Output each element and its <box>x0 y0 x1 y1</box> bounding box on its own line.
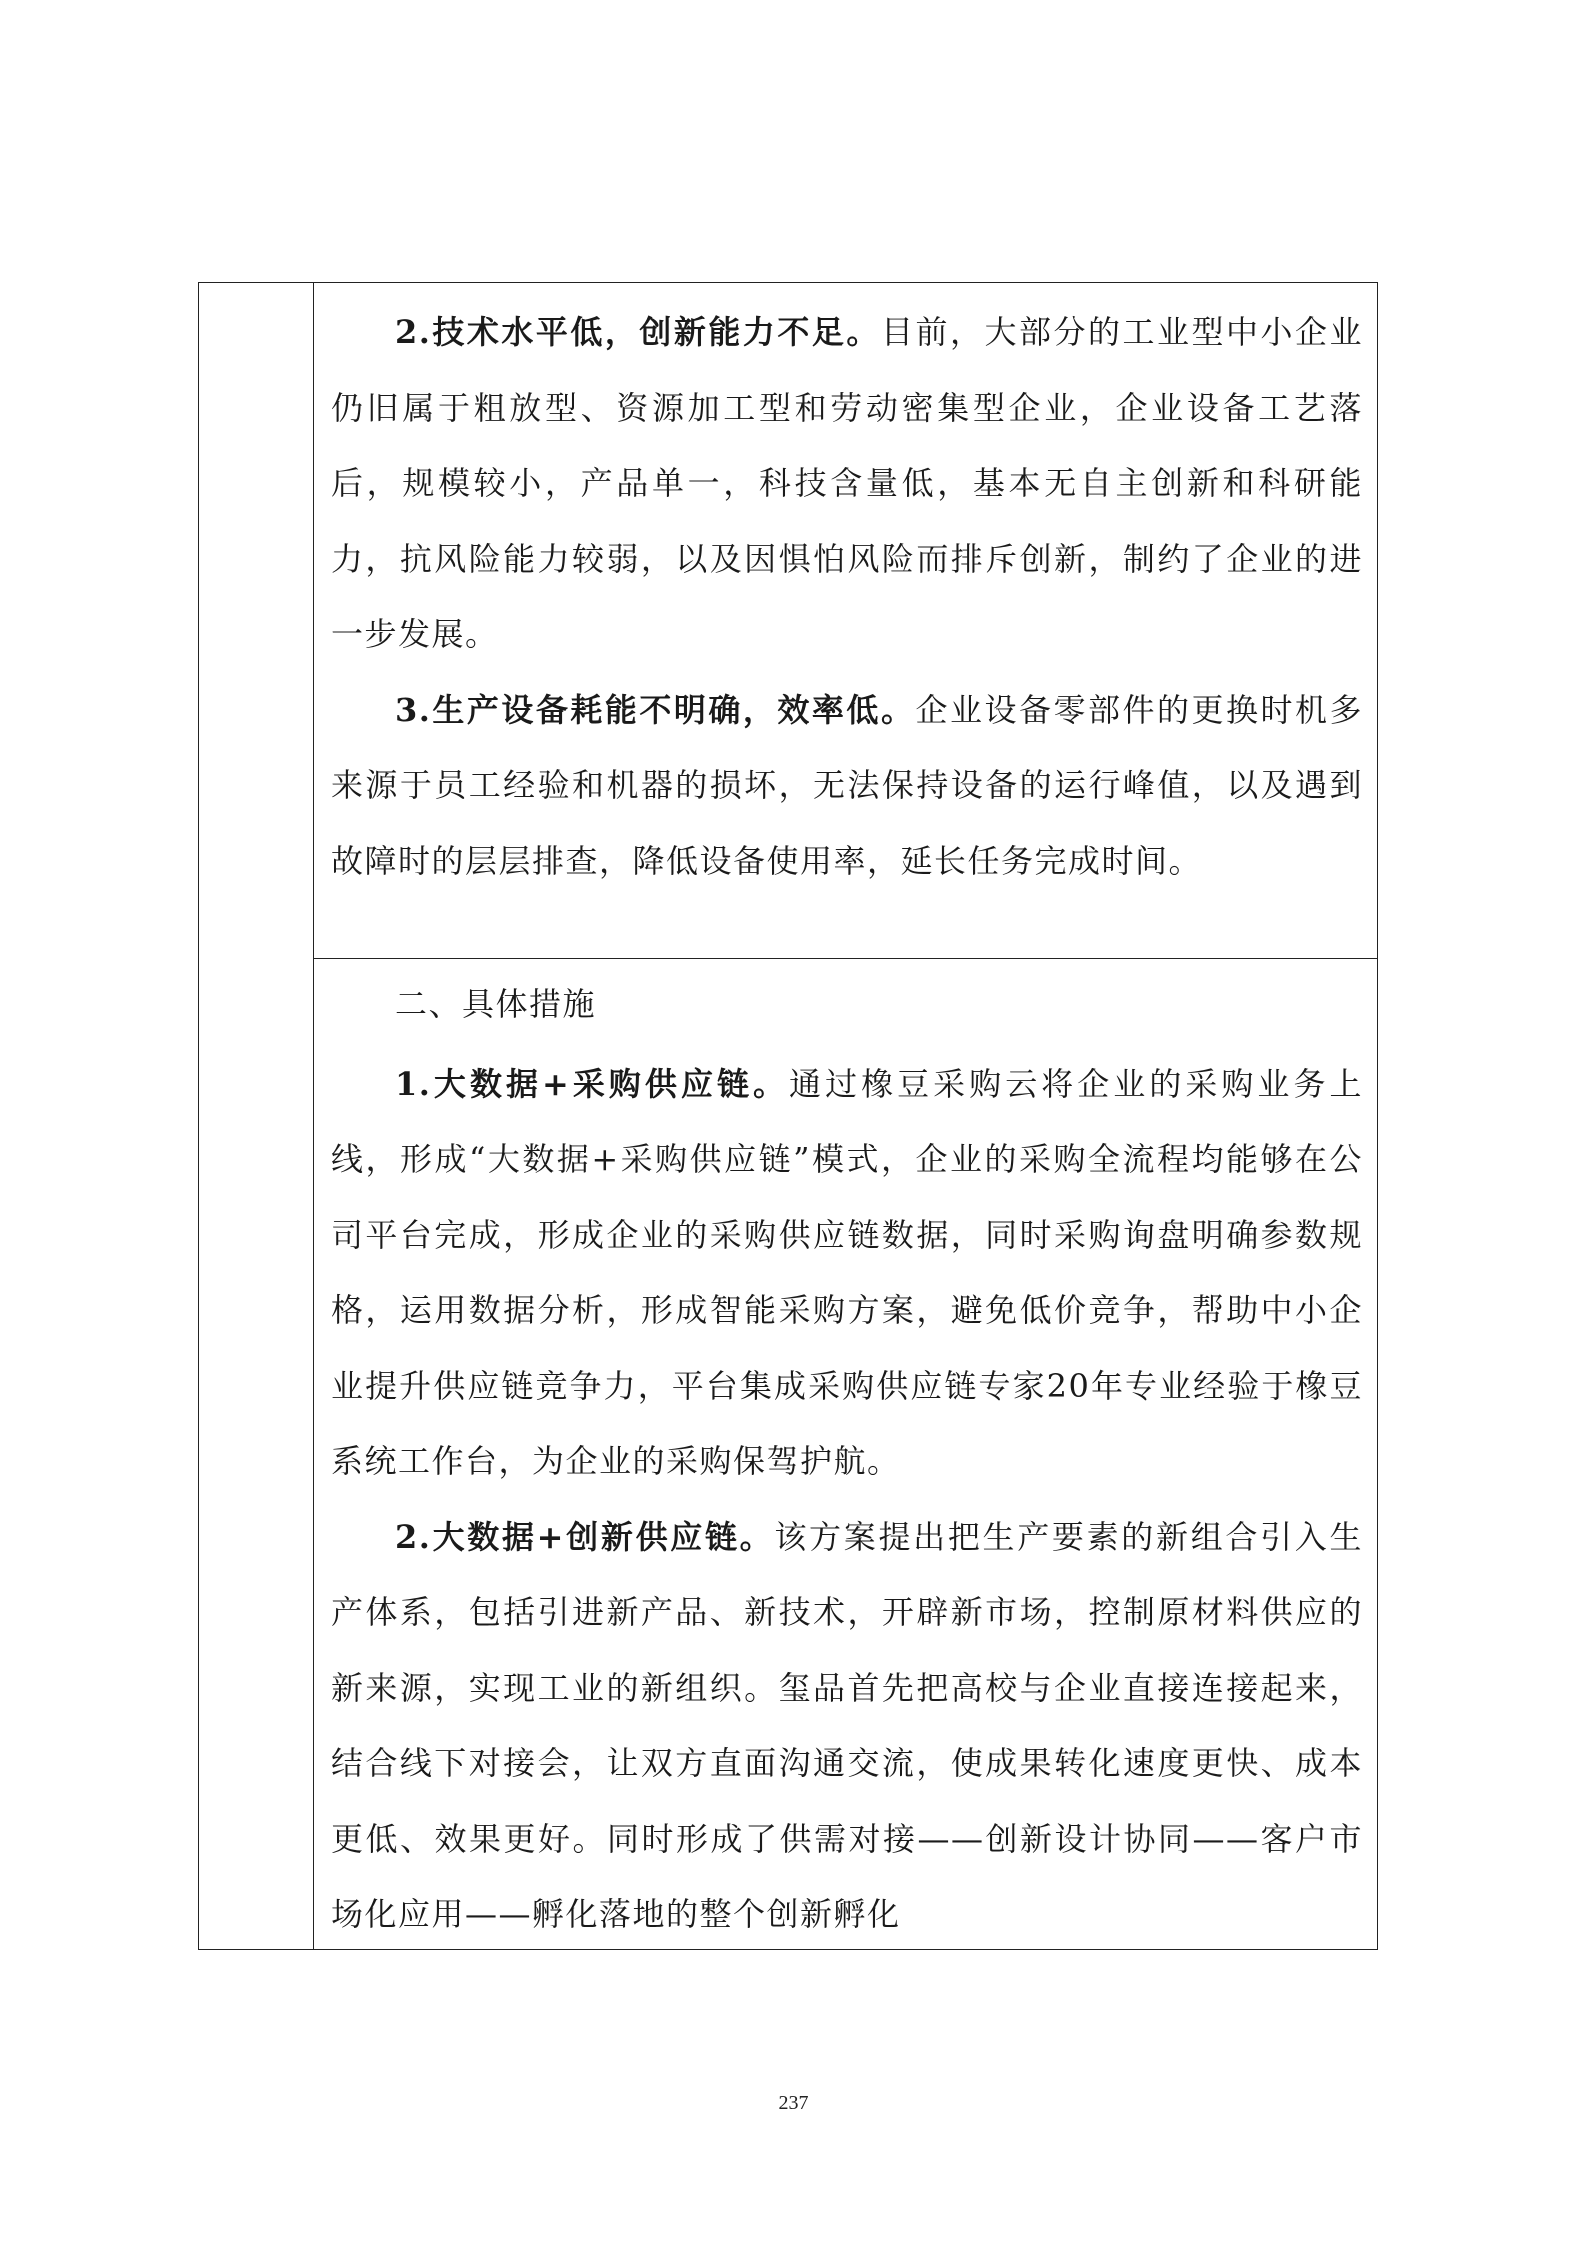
table-row-divider <box>314 958 1377 959</box>
paragraph-equipment-efficiency <box>331 673 1363 900</box>
paragraph-body: 目前，大部分的工业型中小企业仍旧属于粗放型、资源加工型和劳动密集型企业，企业设备工艺落后，规模较小，产品单一，科技含量低，基本无自主创新和科研能力，抗风险能力较弱，以及因惧怕风险而排斥创新，制约了企业的进一步发展。 <box>331 313 1363 653</box>
paragraph-lead: 2.技术水平低，创新能力不足。 <box>395 313 881 351</box>
table-left-column <box>199 283 314 1949</box>
paragraph-lead: 1.大数据+采购供应链。 <box>395 1064 790 1103</box>
paragraph-body: 通过橡豆采购云将企业的采购业务上线，形成“大数据+采购供应链”模式，企业的采购全流程均能够在公司平台完成，形成企业的采购供应链数据，同时采购询盘明确参数规格，运用数据分析，形成智能采购方案，避免低价竞争，帮助中小企业提升供应链竞争力，平台集成采购供应链专家20年专业经验于橡豆系统工作台，为企业的采购保驾护航。 <box>331 1064 1363 1480</box>
paragraph-innovation-supply-chain <box>331 1500 1363 1953</box>
section-heading: 二、具体措施 <box>395 985 597 1023</box>
content-table <box>198 282 1378 1950</box>
measures-cell <box>331 967 1363 1953</box>
paragraph-body: 企业设备零部件的更换时机多来源于员工经验和机器的损坏，无法保持设备的运行峰值，以及遇到故障时的层层排查，降低设备使用率，延长任务完成时间。 <box>331 690 1363 880</box>
paragraph-body: 该方案提出把生产要素的新组合引入生产体系，包括引进新产品、新技术，开辟新市场，控制原材料供应的新来源，实现工业的新组织。玺品首先把高校与企业直接连接起来，结合线下对接会，让双方直面沟通交流，使成果转化速度更快、成本更低、效果更好。同时形成了供需对接——创新设计协同——客户市场化应用——孵化落地的整个创新孵化 <box>331 1517 1363 1933</box>
page-number: 237 <box>778 2092 809 2114</box>
paragraph-lead: 3.生产设备耗能不明确，效率低。 <box>395 690 916 729</box>
paragraph-lead: 2.大数据+创新供应链。 <box>395 1517 775 1556</box>
paragraph-procurement-supply-chain <box>331 1047 1363 1500</box>
problems-cell <box>331 295 1363 899</box>
paragraph-tech-level <box>331 295 1363 673</box>
